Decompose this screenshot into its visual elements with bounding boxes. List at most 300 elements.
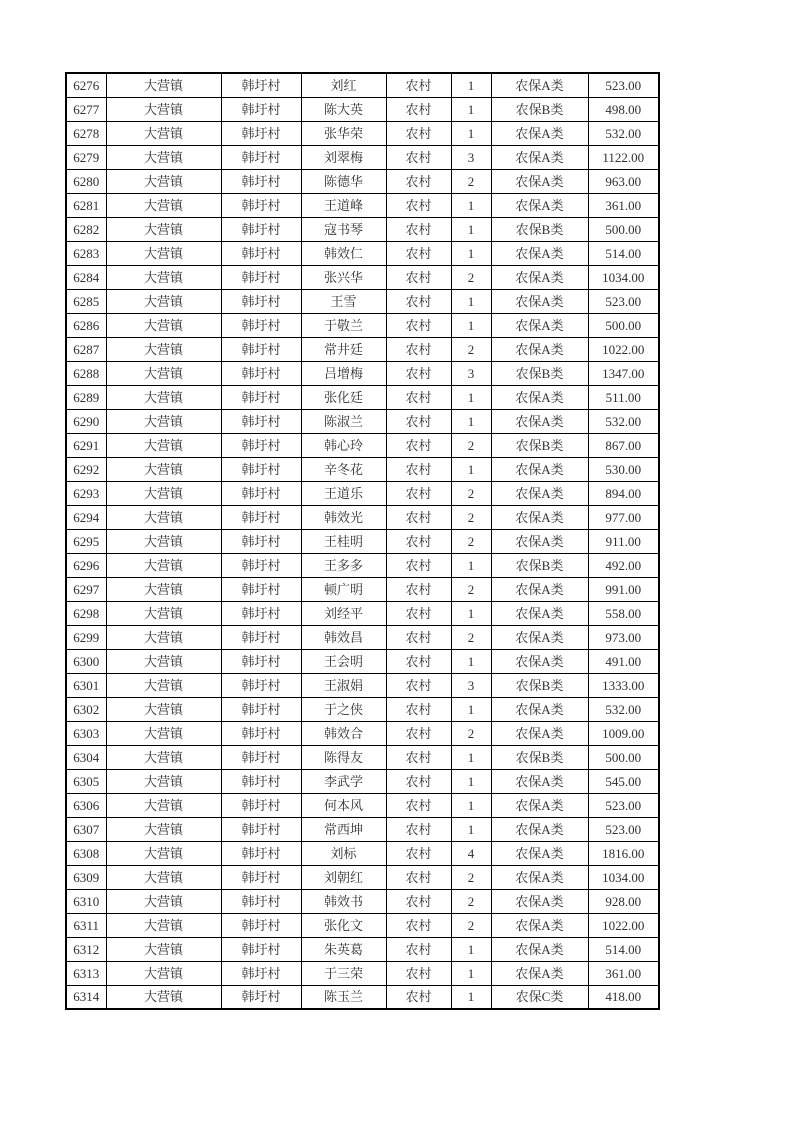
cell-amount: 1034.00 [588, 865, 659, 889]
cell-row-id: 6282 [66, 217, 106, 241]
cell-residence-type: 农村 [386, 265, 451, 289]
table-row [66, 385, 659, 409]
cell-person-count: 1 [451, 241, 491, 265]
cell-person-name: 陈大英 [301, 97, 386, 121]
cell-amount: 977.00 [588, 505, 659, 529]
cell-village: 韩圩村 [221, 385, 301, 409]
cell-village: 韩圩村 [221, 865, 301, 889]
table-row [66, 577, 659, 601]
cell-residence-type: 农村 [386, 889, 451, 913]
cell-residence-type: 农村 [386, 241, 451, 265]
cell-person-count: 4 [451, 841, 491, 865]
cell-row-id: 6277 [66, 97, 106, 121]
cell-person-name: 陈德华 [301, 169, 386, 193]
cell-village: 韩圩村 [221, 265, 301, 289]
cell-village: 韩圩村 [221, 937, 301, 961]
cell-row-id: 6289 [66, 385, 106, 409]
cell-person-name: 陈得友 [301, 745, 386, 769]
cell-person-name: 陈玉兰 [301, 985, 386, 1009]
cell-amount: 1022.00 [588, 913, 659, 937]
table-row [66, 865, 659, 889]
cell-insurance-category: 农保A类 [491, 481, 588, 505]
cell-town: 大营镇 [106, 505, 221, 529]
cell-residence-type: 农村 [386, 985, 451, 1009]
table-row [66, 337, 659, 361]
cell-row-id: 6308 [66, 841, 106, 865]
table-row [66, 985, 659, 1009]
cell-town: 大营镇 [106, 673, 221, 697]
cell-town: 大营镇 [106, 457, 221, 481]
cell-amount: 500.00 [588, 745, 659, 769]
cell-amount: 514.00 [588, 937, 659, 961]
cell-village: 韩圩村 [221, 361, 301, 385]
cell-person-count: 2 [451, 433, 491, 457]
cell-residence-type: 农村 [386, 577, 451, 601]
cell-amount: 532.00 [588, 409, 659, 433]
cell-town: 大营镇 [106, 985, 221, 1009]
cell-village: 韩圩村 [221, 505, 301, 529]
cell-residence-type: 农村 [386, 793, 451, 817]
cell-person-count: 1 [451, 769, 491, 793]
cell-person-count: 2 [451, 265, 491, 289]
cell-village: 韩圩村 [221, 553, 301, 577]
cell-row-id: 6280 [66, 169, 106, 193]
table-row [66, 961, 659, 985]
table-row [66, 505, 659, 529]
table-body [66, 73, 659, 1009]
cell-village: 韩圩村 [221, 409, 301, 433]
cell-insurance-category: 农保B类 [491, 217, 588, 241]
cell-town: 大营镇 [106, 265, 221, 289]
cell-insurance-category: 农保A类 [491, 241, 588, 265]
cell-row-id: 6312 [66, 937, 106, 961]
insurance-benefits-table [65, 72, 660, 1010]
cell-insurance-category: 农保C类 [491, 985, 588, 1009]
cell-town: 大营镇 [106, 697, 221, 721]
cell-person-count: 1 [451, 457, 491, 481]
cell-person-count: 1 [451, 73, 491, 97]
cell-insurance-category: 农保A类 [491, 697, 588, 721]
cell-village: 韩圩村 [221, 481, 301, 505]
cell-residence-type: 农村 [386, 193, 451, 217]
cell-person-count: 1 [451, 121, 491, 145]
cell-person-name: 韩效仁 [301, 241, 386, 265]
cell-insurance-category: 农保B类 [491, 745, 588, 769]
cell-town: 大营镇 [106, 721, 221, 745]
cell-town: 大营镇 [106, 937, 221, 961]
cell-village: 韩圩村 [221, 673, 301, 697]
cell-amount: 491.00 [588, 649, 659, 673]
cell-row-id: 6293 [66, 481, 106, 505]
cell-insurance-category: 农保A类 [491, 721, 588, 745]
cell-village: 韩圩村 [221, 241, 301, 265]
cell-row-id: 6307 [66, 817, 106, 841]
cell-town: 大营镇 [106, 217, 221, 241]
cell-person-count: 1 [451, 193, 491, 217]
cell-insurance-category: 农保A类 [491, 337, 588, 361]
cell-person-count: 3 [451, 361, 491, 385]
cell-person-name: 刘红 [301, 73, 386, 97]
cell-town: 大营镇 [106, 625, 221, 649]
cell-person-name: 韩效合 [301, 721, 386, 745]
cell-residence-type: 农村 [386, 649, 451, 673]
cell-amount: 532.00 [588, 697, 659, 721]
cell-person-name: 张化廷 [301, 385, 386, 409]
cell-person-name: 王多多 [301, 553, 386, 577]
cell-person-name: 何本风 [301, 793, 386, 817]
cell-person-count: 1 [451, 313, 491, 337]
cell-village: 韩圩村 [221, 841, 301, 865]
cell-town: 大营镇 [106, 817, 221, 841]
cell-person-name: 王道峰 [301, 193, 386, 217]
cell-village: 韩圩村 [221, 793, 301, 817]
cell-insurance-category: 农保A类 [491, 625, 588, 649]
cell-person-name: 张华荣 [301, 121, 386, 145]
cell-row-id: 6299 [66, 625, 106, 649]
table-row [66, 241, 659, 265]
cell-town: 大营镇 [106, 961, 221, 985]
cell-insurance-category: 农保A类 [491, 913, 588, 937]
cell-residence-type: 农村 [386, 361, 451, 385]
cell-town: 大营镇 [106, 601, 221, 625]
cell-amount: 523.00 [588, 817, 659, 841]
cell-person-count: 2 [451, 529, 491, 553]
cell-person-name: 刘标 [301, 841, 386, 865]
cell-person-count: 1 [451, 553, 491, 577]
cell-insurance-category: 农保B类 [491, 361, 588, 385]
cell-amount: 558.00 [588, 601, 659, 625]
cell-insurance-category: 农保A类 [491, 313, 588, 337]
cell-person-count: 1 [451, 745, 491, 769]
cell-row-id: 6302 [66, 697, 106, 721]
cell-amount: 361.00 [588, 961, 659, 985]
cell-row-id: 6303 [66, 721, 106, 745]
cell-person-name: 常井廷 [301, 337, 386, 361]
cell-row-id: 6298 [66, 601, 106, 625]
cell-row-id: 6296 [66, 553, 106, 577]
cell-town: 大营镇 [106, 241, 221, 265]
cell-amount: 867.00 [588, 433, 659, 457]
cell-residence-type: 农村 [386, 409, 451, 433]
cell-amount: 1034.00 [588, 265, 659, 289]
cell-village: 韩圩村 [221, 145, 301, 169]
table-row [66, 361, 659, 385]
cell-row-id: 6286 [66, 313, 106, 337]
cell-town: 大营镇 [106, 649, 221, 673]
cell-village: 韩圩村 [221, 745, 301, 769]
cell-residence-type: 农村 [386, 745, 451, 769]
cell-insurance-category: 农保A类 [491, 529, 588, 553]
cell-town: 大营镇 [106, 337, 221, 361]
table-row [66, 553, 659, 577]
cell-row-id: 6284 [66, 265, 106, 289]
cell-village: 韩圩村 [221, 577, 301, 601]
cell-person-count: 1 [451, 961, 491, 985]
table-row [66, 169, 659, 193]
cell-residence-type: 农村 [386, 217, 451, 241]
cell-row-id: 6310 [66, 889, 106, 913]
cell-row-id: 6292 [66, 457, 106, 481]
cell-amount: 418.00 [588, 985, 659, 1009]
cell-town: 大营镇 [106, 145, 221, 169]
cell-village: 韩圩村 [221, 529, 301, 553]
table-row [66, 289, 659, 313]
cell-person-name: 刘朝红 [301, 865, 386, 889]
cell-residence-type: 农村 [386, 433, 451, 457]
cell-insurance-category: 农保A类 [491, 145, 588, 169]
cell-insurance-category: 农保A类 [491, 937, 588, 961]
cell-person-count: 1 [451, 409, 491, 433]
cell-village: 韩圩村 [221, 457, 301, 481]
cell-insurance-category: 农保A类 [491, 649, 588, 673]
cell-person-count: 2 [451, 337, 491, 361]
cell-residence-type: 农村 [386, 529, 451, 553]
cell-row-id: 6276 [66, 73, 106, 97]
cell-person-name: 韩效昌 [301, 625, 386, 649]
cell-town: 大营镇 [106, 769, 221, 793]
cell-person-name: 韩效书 [301, 889, 386, 913]
cell-person-name: 于敬兰 [301, 313, 386, 337]
cell-residence-type: 农村 [386, 673, 451, 697]
cell-row-id: 6300 [66, 649, 106, 673]
cell-town: 大营镇 [106, 553, 221, 577]
cell-row-id: 6313 [66, 961, 106, 985]
cell-town: 大营镇 [106, 577, 221, 601]
cell-person-count: 3 [451, 145, 491, 169]
table-row [66, 121, 659, 145]
cell-insurance-category: 农保B类 [491, 97, 588, 121]
cell-residence-type: 农村 [386, 913, 451, 937]
cell-amount: 1122.00 [588, 145, 659, 169]
table-row [66, 721, 659, 745]
cell-amount: 991.00 [588, 577, 659, 601]
table-row [66, 841, 659, 865]
cell-person-count: 2 [451, 889, 491, 913]
cell-row-id: 6311 [66, 913, 106, 937]
cell-person-count: 1 [451, 385, 491, 409]
table-row [66, 145, 659, 169]
cell-residence-type: 农村 [386, 457, 451, 481]
cell-residence-type: 农村 [386, 601, 451, 625]
table-row [66, 769, 659, 793]
cell-village: 韩圩村 [221, 889, 301, 913]
cell-town: 大营镇 [106, 745, 221, 769]
cell-insurance-category: 农保B类 [491, 673, 588, 697]
cell-amount: 523.00 [588, 289, 659, 313]
cell-person-name: 于之侠 [301, 697, 386, 721]
cell-village: 韩圩村 [221, 313, 301, 337]
cell-town: 大营镇 [106, 289, 221, 313]
cell-residence-type: 农村 [386, 385, 451, 409]
table-row [66, 433, 659, 457]
cell-person-name: 王淑娟 [301, 673, 386, 697]
cell-residence-type: 农村 [386, 625, 451, 649]
cell-residence-type: 农村 [386, 145, 451, 169]
cell-row-id: 6283 [66, 241, 106, 265]
cell-insurance-category: 农保A类 [491, 505, 588, 529]
table-row [66, 889, 659, 913]
cell-residence-type: 农村 [386, 697, 451, 721]
cell-amount: 514.00 [588, 241, 659, 265]
cell-amount: 911.00 [588, 529, 659, 553]
cell-person-name: 刘经平 [301, 601, 386, 625]
cell-residence-type: 农村 [386, 337, 451, 361]
cell-amount: 500.00 [588, 217, 659, 241]
table-row [66, 697, 659, 721]
table-row [66, 793, 659, 817]
cell-residence-type: 农村 [386, 841, 451, 865]
cell-village: 韩圩村 [221, 817, 301, 841]
cell-person-count: 1 [451, 697, 491, 721]
cell-row-id: 6314 [66, 985, 106, 1009]
cell-person-count: 2 [451, 721, 491, 745]
cell-amount: 1333.00 [588, 673, 659, 697]
cell-insurance-category: 农保A类 [491, 577, 588, 601]
table-row [66, 73, 659, 97]
cell-town: 大营镇 [106, 361, 221, 385]
cell-insurance-category: 农保A类 [491, 289, 588, 313]
cell-town: 大营镇 [106, 433, 221, 457]
cell-amount: 963.00 [588, 169, 659, 193]
cell-town: 大营镇 [106, 481, 221, 505]
table-row [66, 193, 659, 217]
cell-person-count: 1 [451, 985, 491, 1009]
cell-village: 韩圩村 [221, 121, 301, 145]
cell-row-id: 6301 [66, 673, 106, 697]
cell-person-count: 1 [451, 937, 491, 961]
table-row [66, 529, 659, 553]
cell-insurance-category: 农保A类 [491, 601, 588, 625]
cell-person-name: 李武学 [301, 769, 386, 793]
cell-village: 韩圩村 [221, 193, 301, 217]
cell-residence-type: 农村 [386, 721, 451, 745]
cell-town: 大营镇 [106, 385, 221, 409]
cell-town: 大营镇 [106, 97, 221, 121]
cell-village: 韩圩村 [221, 721, 301, 745]
cell-person-name: 寇书琴 [301, 217, 386, 241]
cell-row-id: 6304 [66, 745, 106, 769]
cell-town: 大营镇 [106, 865, 221, 889]
cell-village: 韩圩村 [221, 289, 301, 313]
cell-amount: 530.00 [588, 457, 659, 481]
table-row [66, 625, 659, 649]
cell-person-count: 2 [451, 577, 491, 601]
cell-person-count: 1 [451, 793, 491, 817]
table-row [66, 913, 659, 937]
cell-row-id: 6287 [66, 337, 106, 361]
table-row [66, 601, 659, 625]
cell-residence-type: 农村 [386, 169, 451, 193]
cell-residence-type: 农村 [386, 553, 451, 577]
cell-village: 韩圩村 [221, 433, 301, 457]
cell-insurance-category: 农保A类 [491, 457, 588, 481]
cell-insurance-category: 农保B类 [491, 433, 588, 457]
table-row [66, 817, 659, 841]
cell-person-name: 韩心玲 [301, 433, 386, 457]
cell-person-count: 2 [451, 169, 491, 193]
cell-person-name: 王雪 [301, 289, 386, 313]
cell-row-id: 6295 [66, 529, 106, 553]
cell-person-count: 1 [451, 649, 491, 673]
cell-insurance-category: 农保A类 [491, 841, 588, 865]
cell-town: 大营镇 [106, 313, 221, 337]
table-row [66, 937, 659, 961]
cell-person-name: 刘翠梅 [301, 145, 386, 169]
table-row [66, 457, 659, 481]
cell-insurance-category: 农保A类 [491, 385, 588, 409]
cell-amount: 511.00 [588, 385, 659, 409]
cell-amount: 361.00 [588, 193, 659, 217]
cell-insurance-category: 农保A类 [491, 73, 588, 97]
cell-row-id: 6288 [66, 361, 106, 385]
cell-village: 韩圩村 [221, 97, 301, 121]
cell-village: 韩圩村 [221, 337, 301, 361]
cell-row-id: 6285 [66, 289, 106, 313]
cell-row-id: 6290 [66, 409, 106, 433]
cell-residence-type: 农村 [386, 937, 451, 961]
cell-person-count: 2 [451, 913, 491, 937]
cell-insurance-category: 农保A类 [491, 169, 588, 193]
cell-person-count: 2 [451, 625, 491, 649]
cell-person-name: 王道乐 [301, 481, 386, 505]
cell-village: 韩圩村 [221, 217, 301, 241]
cell-insurance-category: 农保A类 [491, 265, 588, 289]
cell-village: 韩圩村 [221, 697, 301, 721]
cell-insurance-category: 农保A类 [491, 961, 588, 985]
cell-row-id: 6297 [66, 577, 106, 601]
cell-person-name: 辛冬花 [301, 457, 386, 481]
cell-village: 韩圩村 [221, 73, 301, 97]
cell-amount: 928.00 [588, 889, 659, 913]
cell-row-id: 6309 [66, 865, 106, 889]
cell-village: 韩圩村 [221, 913, 301, 937]
cell-row-id: 6281 [66, 193, 106, 217]
cell-town: 大营镇 [106, 793, 221, 817]
cell-amount: 532.00 [588, 121, 659, 145]
cell-town: 大营镇 [106, 73, 221, 97]
cell-village: 韩圩村 [221, 961, 301, 985]
cell-residence-type: 农村 [386, 817, 451, 841]
cell-row-id: 6278 [66, 121, 106, 145]
cell-amount: 973.00 [588, 625, 659, 649]
cell-residence-type: 农村 [386, 865, 451, 889]
cell-person-name: 张兴华 [301, 265, 386, 289]
cell-person-name: 顿广明 [301, 577, 386, 601]
cell-person-count: 1 [451, 601, 491, 625]
cell-insurance-category: 农保A类 [491, 409, 588, 433]
cell-row-id: 6291 [66, 433, 106, 457]
cell-residence-type: 农村 [386, 313, 451, 337]
table-row [66, 97, 659, 121]
cell-village: 韩圩村 [221, 769, 301, 793]
cell-residence-type: 农村 [386, 97, 451, 121]
cell-town: 大营镇 [106, 121, 221, 145]
cell-row-id: 6305 [66, 769, 106, 793]
cell-insurance-category: 农保A类 [491, 889, 588, 913]
cell-village: 韩圩村 [221, 169, 301, 193]
cell-person-count: 2 [451, 865, 491, 889]
cell-residence-type: 农村 [386, 73, 451, 97]
cell-town: 大营镇 [106, 841, 221, 865]
table-row [66, 673, 659, 697]
cell-person-name: 张化文 [301, 913, 386, 937]
cell-insurance-category: 农保A类 [491, 793, 588, 817]
cell-insurance-category: 农保A类 [491, 817, 588, 841]
cell-town: 大营镇 [106, 529, 221, 553]
cell-person-name: 常西坤 [301, 817, 386, 841]
cell-person-name: 韩效光 [301, 505, 386, 529]
cell-village: 韩圩村 [221, 985, 301, 1009]
